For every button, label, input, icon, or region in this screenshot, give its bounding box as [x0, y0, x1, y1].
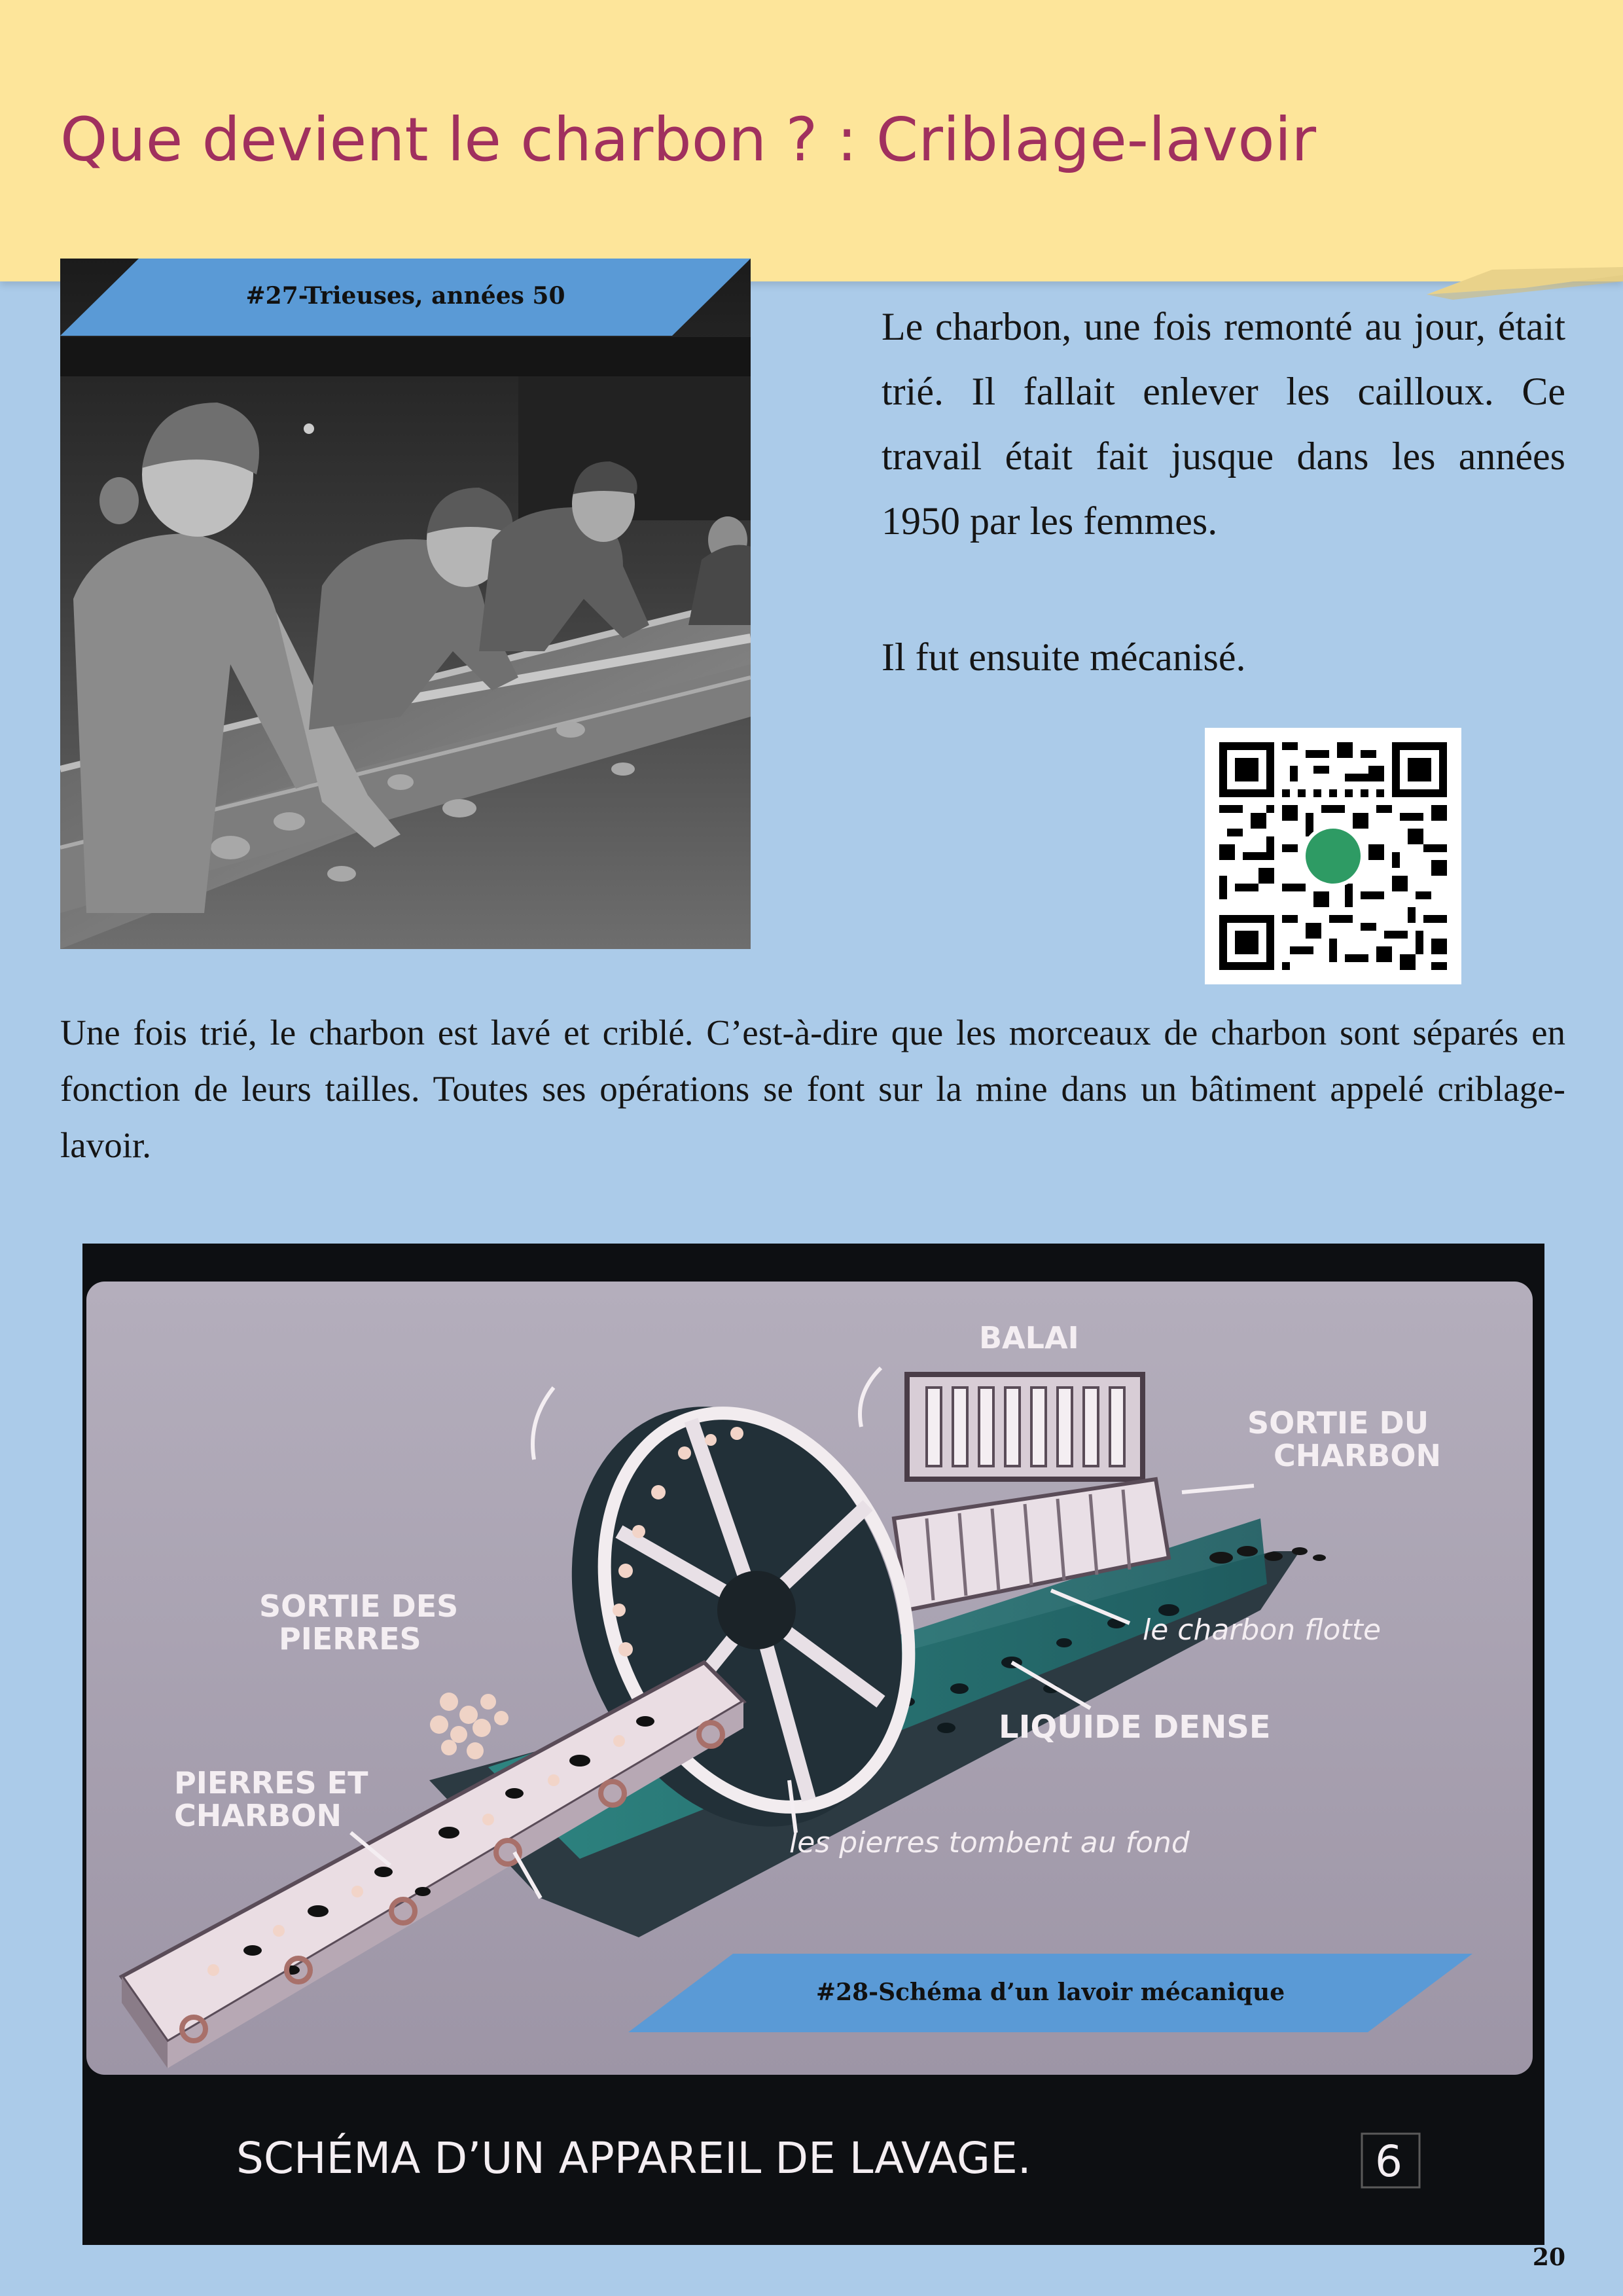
figure-28-caption: [628, 1954, 1472, 2032]
sorting-women-photo: [60, 259, 751, 949]
label-sortie-pierres-2: PIERRES: [279, 1621, 421, 1657]
washer-diagram: [82, 1244, 1544, 2245]
page-title: Que devient le charbon ? : Criblage-lavoir: [60, 105, 1317, 175]
body-paragraph: Une fois trié, le charbon est lavé et criblé. C’est-à-dire que les morceaux de charbon sont séparés en fonction de leurs tailles. Toutes ses opérations se font sur la mine dans un bâtiment appelé criblage-lavoir.: [60, 1013, 1565, 1165]
slide-title: SCHÉMA D’UN APPAREIL DE LAVAGE.: [236, 2133, 1031, 2183]
label-sortie-charbon-2: CHARBON: [1274, 1438, 1441, 1473]
label-sortie-charbon-1: SORTIE DU: [1247, 1405, 1429, 1441]
figure-28-caption-text: #28-Schéma d’un lavoir mécanique: [815, 1979, 1285, 2006]
slide-number: 6: [1375, 2136, 1402, 2187]
qr-code[interactable]: [1205, 728, 1461, 984]
label-sortie-pierres-1: SORTIE DES: [259, 1588, 459, 1624]
qr-center-logo: [1302, 825, 1364, 888]
label-charbon-flotte: le charbon flotte: [1143, 1613, 1382, 1647]
intro-paragraph: Le charbon, une fois remonté au jour, était trié. Il fallait enlever les cailloux. Ce travail était fait jusque dans les années 1950 par les femmes.: [882, 305, 1565, 543]
figure-27-caption: [60, 259, 751, 336]
label-pierres-charbon-2: CHARBON: [174, 1798, 342, 1833]
intro-paragraph-2: Il fut ensuite mécanisé.: [882, 636, 1246, 679]
label-liquide-dense: LIQUIDE DENSE: [999, 1709, 1271, 1746]
page-number: 20: [1532, 2244, 1565, 2271]
label-pierres-charbon-1: PIERRES ET: [174, 1765, 368, 1801]
figure-27-caption-text: #27-Trieuses, années 50: [245, 282, 565, 310]
label-balai: BALAI: [979, 1320, 1079, 1355]
label-pierres-fond: les pierres tombent au fond: [789, 1826, 1190, 1859]
